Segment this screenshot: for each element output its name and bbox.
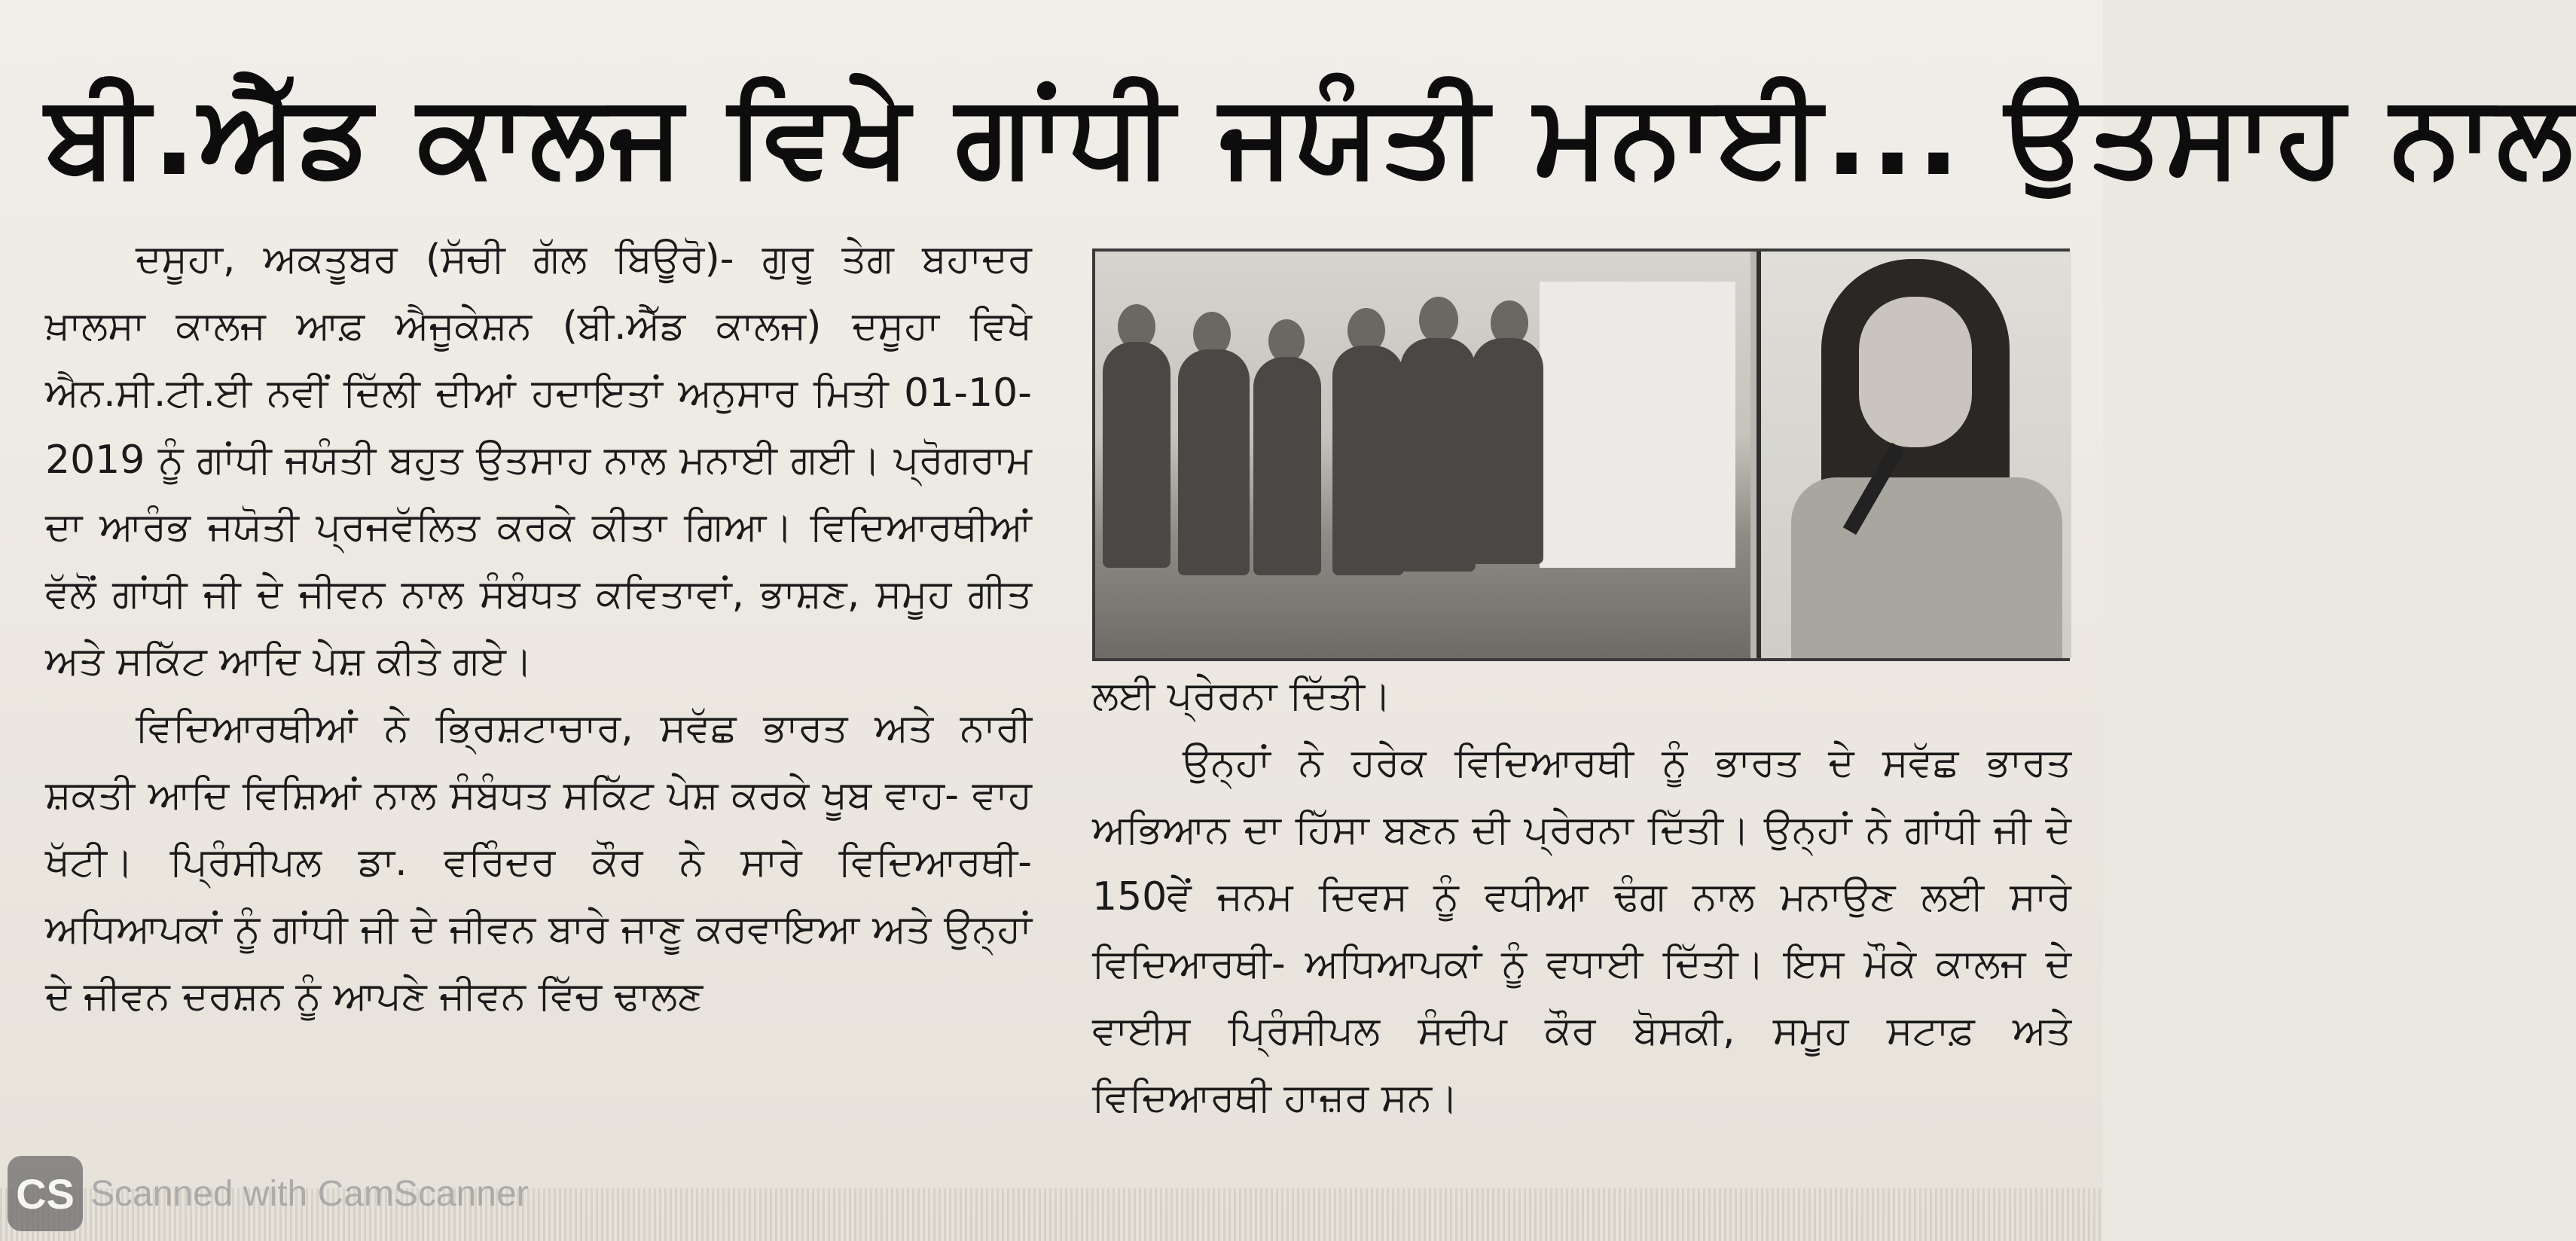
article-paragraph-2: ਵਿਦਿਆਰਥੀਆਂ ਨੇ ਭ੍ਰਿਸ਼ਟਾਚਾਰ, ਸਵੱਛ ਭਾਰਤ ਅਤੇ ਨਾਰੀ ਸ਼ਕਤੀ ਆਦਿ ਵਿਸ਼ਿਆਂ ਨਾਲ ਸੰਬੰਧਤ ਸਕਿੱਟ ਪੇਸ਼ ਕਰਕੇ ਖੂਬ ਵਾਹ- ਵਾਹ ਖੱਟੀ। ਪ੍ਰਿੰਸੀਪਲ ਡਾ. ਵਰਿੰਦਰ ਕੌਰ ਨੇ ਸਾਰੇ ਵਿਦਿਆਰਥੀ- ਅਧਿਆਪਕਾਂ ਨੂੰ ਗਾਂਧੀ ਜੀ ਦੇ ਜੀਵਨ ਬਾਰੇ ਜਾਣੂ ਕਰਵਾਇਆ ਅਤੇ ਉਨ੍ਹਾਂ ਦੇ ਜੀਵਨ ਦਰਸ਼ਨ ਨੂੰ ਆਪਣੇ ਜੀਵਨ ਵਿੱਚ ਢਾਲਣ (45, 706, 1032, 1019)
left-column (45, 226, 1032, 1182)
projector-screen (1540, 282, 1735, 568)
article-paragraph-3: ਉਨ੍ਹਾਂ ਨੇ ਹਰੇਕ ਵਿਦਿਆਰਥੀ ਨੂੰ ਭਾਰਤ ਦੇ ਸਵੱਛ ਭਾਰਤ ਅਭਿਆਨ ਦਾ ਹਿੱਸਾ ਬਣਨ ਦੀ ਪ੍ਰੇਰਨਾ ਦਿੱਤੀ। ਉਨ੍ਹਾਂ ਨੇ ਗਾਂਧੀ ਜੀ ਦੇ 150ਵੇਂ ਜਨਮ ਦਿਵਸ ਨੂੰ ਵਧੀਆ ਢੰਗ ਨਾਲ ਮਨਾਉਣ ਲਈ ਸਾਰੇ ਵਿਦਿਆਰਥੀ- ਅਧਿਆਪਕਾਂ ਨੂੰ ਵਧਾਈ ਦਿੱਤੀ। ਇਸ ਮੌਕੇ ਕਾਲਜ ਦੇ ਵਾਈਸ ਪ੍ਰਿੰਸੀਪਲ ਸੰਦੀਪ ਕੌਰ ਬੋਸਕੀ, ਸਮੂਹ ਸਟਾਫ਼ ਅਤੇ ਵਿਦਿਆਰਥੀ ਹਾਜ਼ਰ ਸਨ। (1092, 740, 2071, 1121)
watermark-text: Scanned with CamScanner (90, 1173, 529, 1214)
continued-text: ਲਈ ਪ੍ਰੇਰਨਾ ਦਿੱਤੀ। (1092, 673, 1392, 718)
group-photo (1095, 252, 1750, 658)
scanner-watermark (8, 1152, 529, 1235)
speaker-photo (1757, 252, 2071, 658)
article-photo (1092, 249, 2070, 661)
camscanner-logo-icon: CS (8, 1156, 83, 1231)
right-column (1092, 663, 2071, 1182)
article-paragraph-1: ਦਸੂਹਾ, ਅਕਤੂਬਰ (ਸੱਚੀ ਗੱਲ ਬਿਊਰੋ)- ਗੁਰੂ ਤੇਗ ਬਹਾਦਰ ਖ਼ਾਲਸਾ ਕਾਲਜ ਆਫ਼ ਐਜੂਕੇਸ਼ਨ (ਬੀ.ਐੱਡ ਕਾਲਜ) ਦਸੂਹਾ ਵਿਖੇ ਐਨ.ਸੀ.ਟੀ.ਈ ਨਵੀਂ ਦਿੱਲੀ ਦੀਆਂ ਹਦਾਇਤਾਂ ਅਨੁਸਾਰ ਮਿਤੀ 01-10-2019 ਨੂੰ ਗਾਂਧੀ ਜਯੰਤੀ ਬਹੁਤ ਉਤਸਾਹ ਨਾਲ ਮਨਾਈ ਗਈ। ਪ੍ਰੋਗਰਾਮ ਦਾ ਆਰੰਭ ਜਯੋਤੀ ਪ੍ਰਜਵੱਲਿਤ ਕਰਕੇ ਕੀਤਾ ਗਿਆ। ਵਿਦਿਆਰਥੀਆਂ ਵੱਲੋਂ ਗਾਂਧੀ ਜੀ ਦੇ ਜੀਵਨ ਨਾਲ ਸੰਬੰਧਤ ਕਵਿਤਾਵਾਂ, ਭਾਸ਼ਣ, ਸਮੂਹ ਗੀਤ ਅਤੇ ਸਕਿੱਟ ਆਦਿ ਪੇਸ਼ ਕੀਤੇ ਗਏ। (45, 236, 1032, 684)
article-headline: ਬੀ.ਐੱਡ ਕਾਲਜ ਵਿਖੇ ਗਾਂਧੀ ਜਯੰਤੀ ਮਨਾਈ... ਉਤਸਾਹ ਨਾਲ (45, 70, 2576, 201)
